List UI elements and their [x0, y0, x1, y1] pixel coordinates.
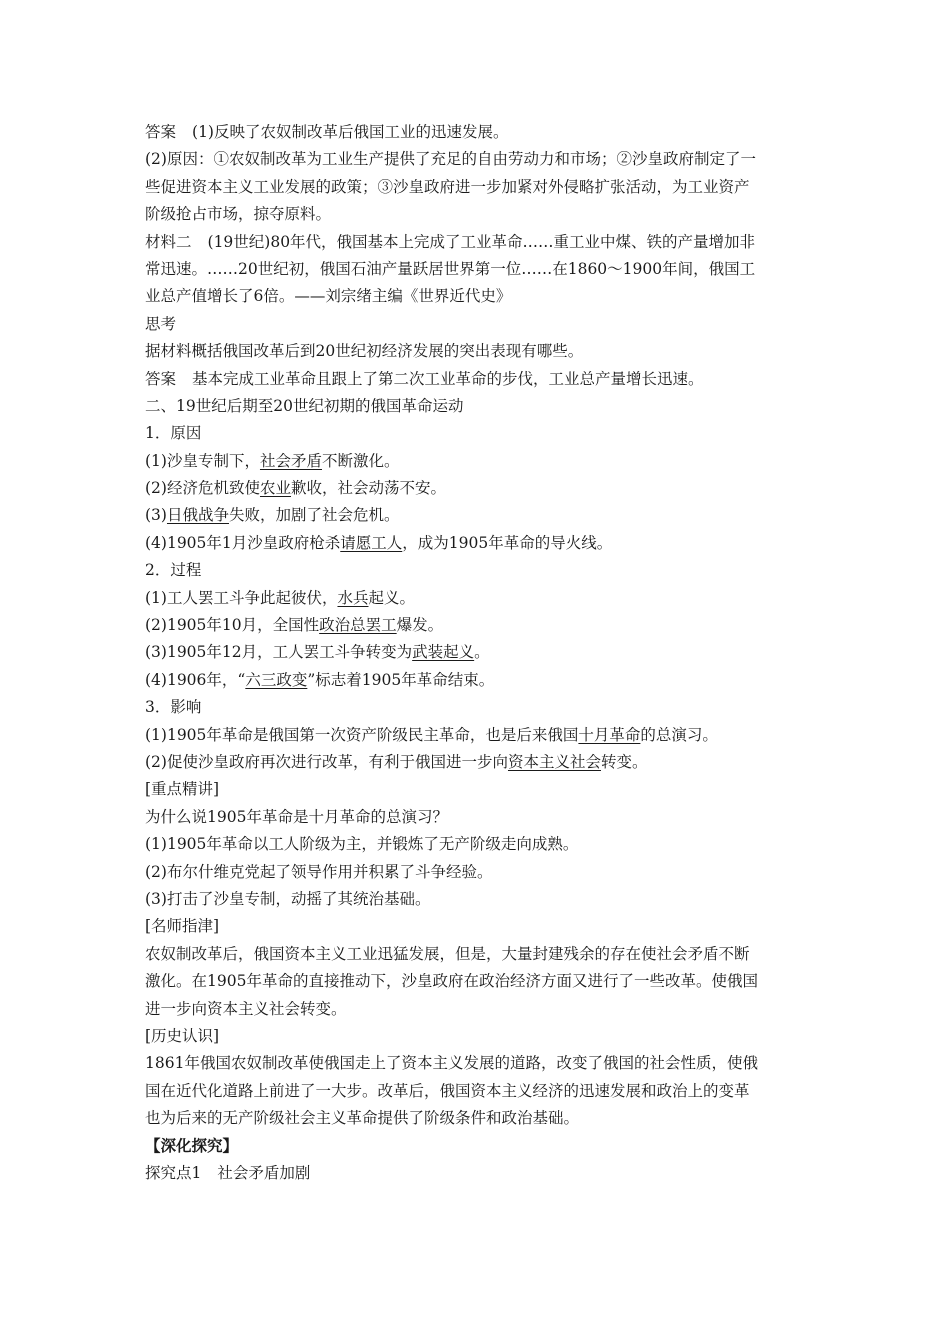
underlined-term: 日俄战争 [166, 506, 229, 525]
think-answer-line [145, 366, 815, 393]
teacher-guide-line: 农奴制改革后，俄国资本主义工业迅猛发展，但是，大量封建残余的存在使社会矛盾不断 [145, 944, 750, 963]
underlined-term: 请愿工人 [340, 533, 403, 552]
teacher-guide-line: 进一步向资本主义社会转变。 [145, 999, 347, 1018]
teacher-guide-line: 激化。在1905年革命的直接推动下，沙皇政府在政治经济方面又进行了一些改革。使俄国 [145, 972, 758, 991]
list-item: (1)1905年革命是俄国第一次资产阶级民主革命，也是后来俄国十月革命的总演习。 [145, 725, 718, 744]
teacher-guide-label: [名师指津] [145, 917, 220, 936]
process-title: 2．过程 [145, 561, 202, 580]
section-title: 二、19世纪后期至20世纪初期的俄国革命运动 [145, 396, 464, 415]
answer-label: 答案 [145, 123, 177, 141]
list-item: (1)工人罢工斗争此起彼伏，水兵起义。 [145, 588, 415, 607]
history-view-label: [历史认识] [145, 1026, 220, 1045]
underlined-term: 水兵 [337, 588, 369, 607]
list-item: (3)1905年12月，工人罢工斗争转变为武装起义。 [145, 643, 490, 662]
causes-title: 1．原因 [145, 424, 202, 443]
material2-line: 材料二 (19世纪)80年代，俄国基本上完成了工业革命……重工业中煤、铁的产量增加非 [145, 232, 756, 251]
key-points-label: [重点精讲] [145, 780, 220, 799]
q1-answer-2-line: 些促进资本主义工业发展的政策；③沙皇政府进一步加紧对外侵略扩张活动，为工业资产 [145, 177, 750, 196]
list-item: (2)促使沙皇政府再次进行改革，有利于俄国进一步向资本主义社会转变。 [145, 752, 648, 771]
material2-line: 业总产值增长了6倍。——刘宗绪主编《世界近代史》 [145, 287, 512, 306]
deep-inquiry-label: 【深化探究】 [145, 1136, 239, 1156]
list-item: (3)日俄战争失败，加剧了社会危机。 [145, 506, 400, 525]
answer-text: 基本完成工业革命且跟上了第二次工业革命的步伐，工业总产量增长迅速。 [192, 369, 704, 388]
history-view-line: 1861年俄国农奴制改革使俄国走上了资本主义发展的道路，改变了俄国的社会性质，使俄 [145, 1054, 758, 1073]
list-item: (2)经济危机致使农业歉收，社会动荡不安。 [145, 479, 446, 498]
underlined-term: 六三政变 [245, 670, 308, 689]
material2-label: 材料二 [145, 232, 192, 251]
answer-text: (1)反映了农奴制改革后俄国工业的迅速发展。 [192, 123, 509, 141]
key-points-question: 为什么说1905年革命是十月革命的总演习？ [145, 807, 448, 826]
underlined-term: 农业 [259, 479, 291, 498]
think-label: 思考 [145, 314, 177, 333]
impact-title: 3．影响 [145, 698, 202, 717]
inquiry-point-line: 探究点1 社会矛盾加剧 [145, 1163, 311, 1182]
q1-answer-2-line: 阶级抢占市场，掠夺原料。 [145, 205, 332, 224]
answer-label: 答案 [145, 369, 177, 388]
list-item: (4)1906年，“六三政变”标志着1905年革命结束。 [145, 670, 495, 689]
q1-answer-2-line: (2)原因：①农奴制改革为工业生产提供了充足的自由劳动力和市场；②沙皇政府制定了一 [145, 150, 756, 169]
underlined-term: 资本主义社会 [507, 752, 601, 771]
underlined-term: 政治总罢工 [319, 616, 397, 635]
underlined-term: 十月革命 [578, 725, 641, 744]
history-view-line: 国在近代化道路上前进了一大步。改革后，俄国资本主义经济的迅速发展和政治上的变革 [145, 1081, 750, 1100]
list-item: (2)布尔什维克党起了领导作用并积累了斗争经验。 [145, 862, 493, 881]
underlined-term: 武装起义 [412, 643, 475, 662]
material2-line: 常迅速。……20世纪初，俄国石油产量跃居世界第一位……在1860～1900年间，俄国工 [145, 259, 756, 278]
q1-answer-line [145, 119, 815, 146]
list-item: (1)1905年革命以工人阶级为主，并锻炼了无产阶级走向成熟。 [145, 835, 579, 854]
think-question: 据材料概括俄国改革后到20世纪初经济发展的突出表现有哪些。 [145, 342, 584, 361]
document-page [145, 119, 815, 1187]
list-item: (4)1905年1月沙皇政府枪杀请愿工人，成为1905年革命的导火线。 [145, 533, 613, 552]
underlined-term: 社会矛盾 [259, 451, 322, 470]
history-view-line: 也为后来的无产阶级社会主义革命提供了阶级条件和政治基础。 [145, 1109, 580, 1128]
list-item: (3)打击了沙皇专制，动摇了其统治基础。 [145, 889, 431, 908]
list-item: (1)沙皇专制下，社会矛盾不断激化。 [145, 451, 400, 470]
list-item: (2)1905年10月，全国性政治总罢工爆发。 [145, 616, 444, 635]
